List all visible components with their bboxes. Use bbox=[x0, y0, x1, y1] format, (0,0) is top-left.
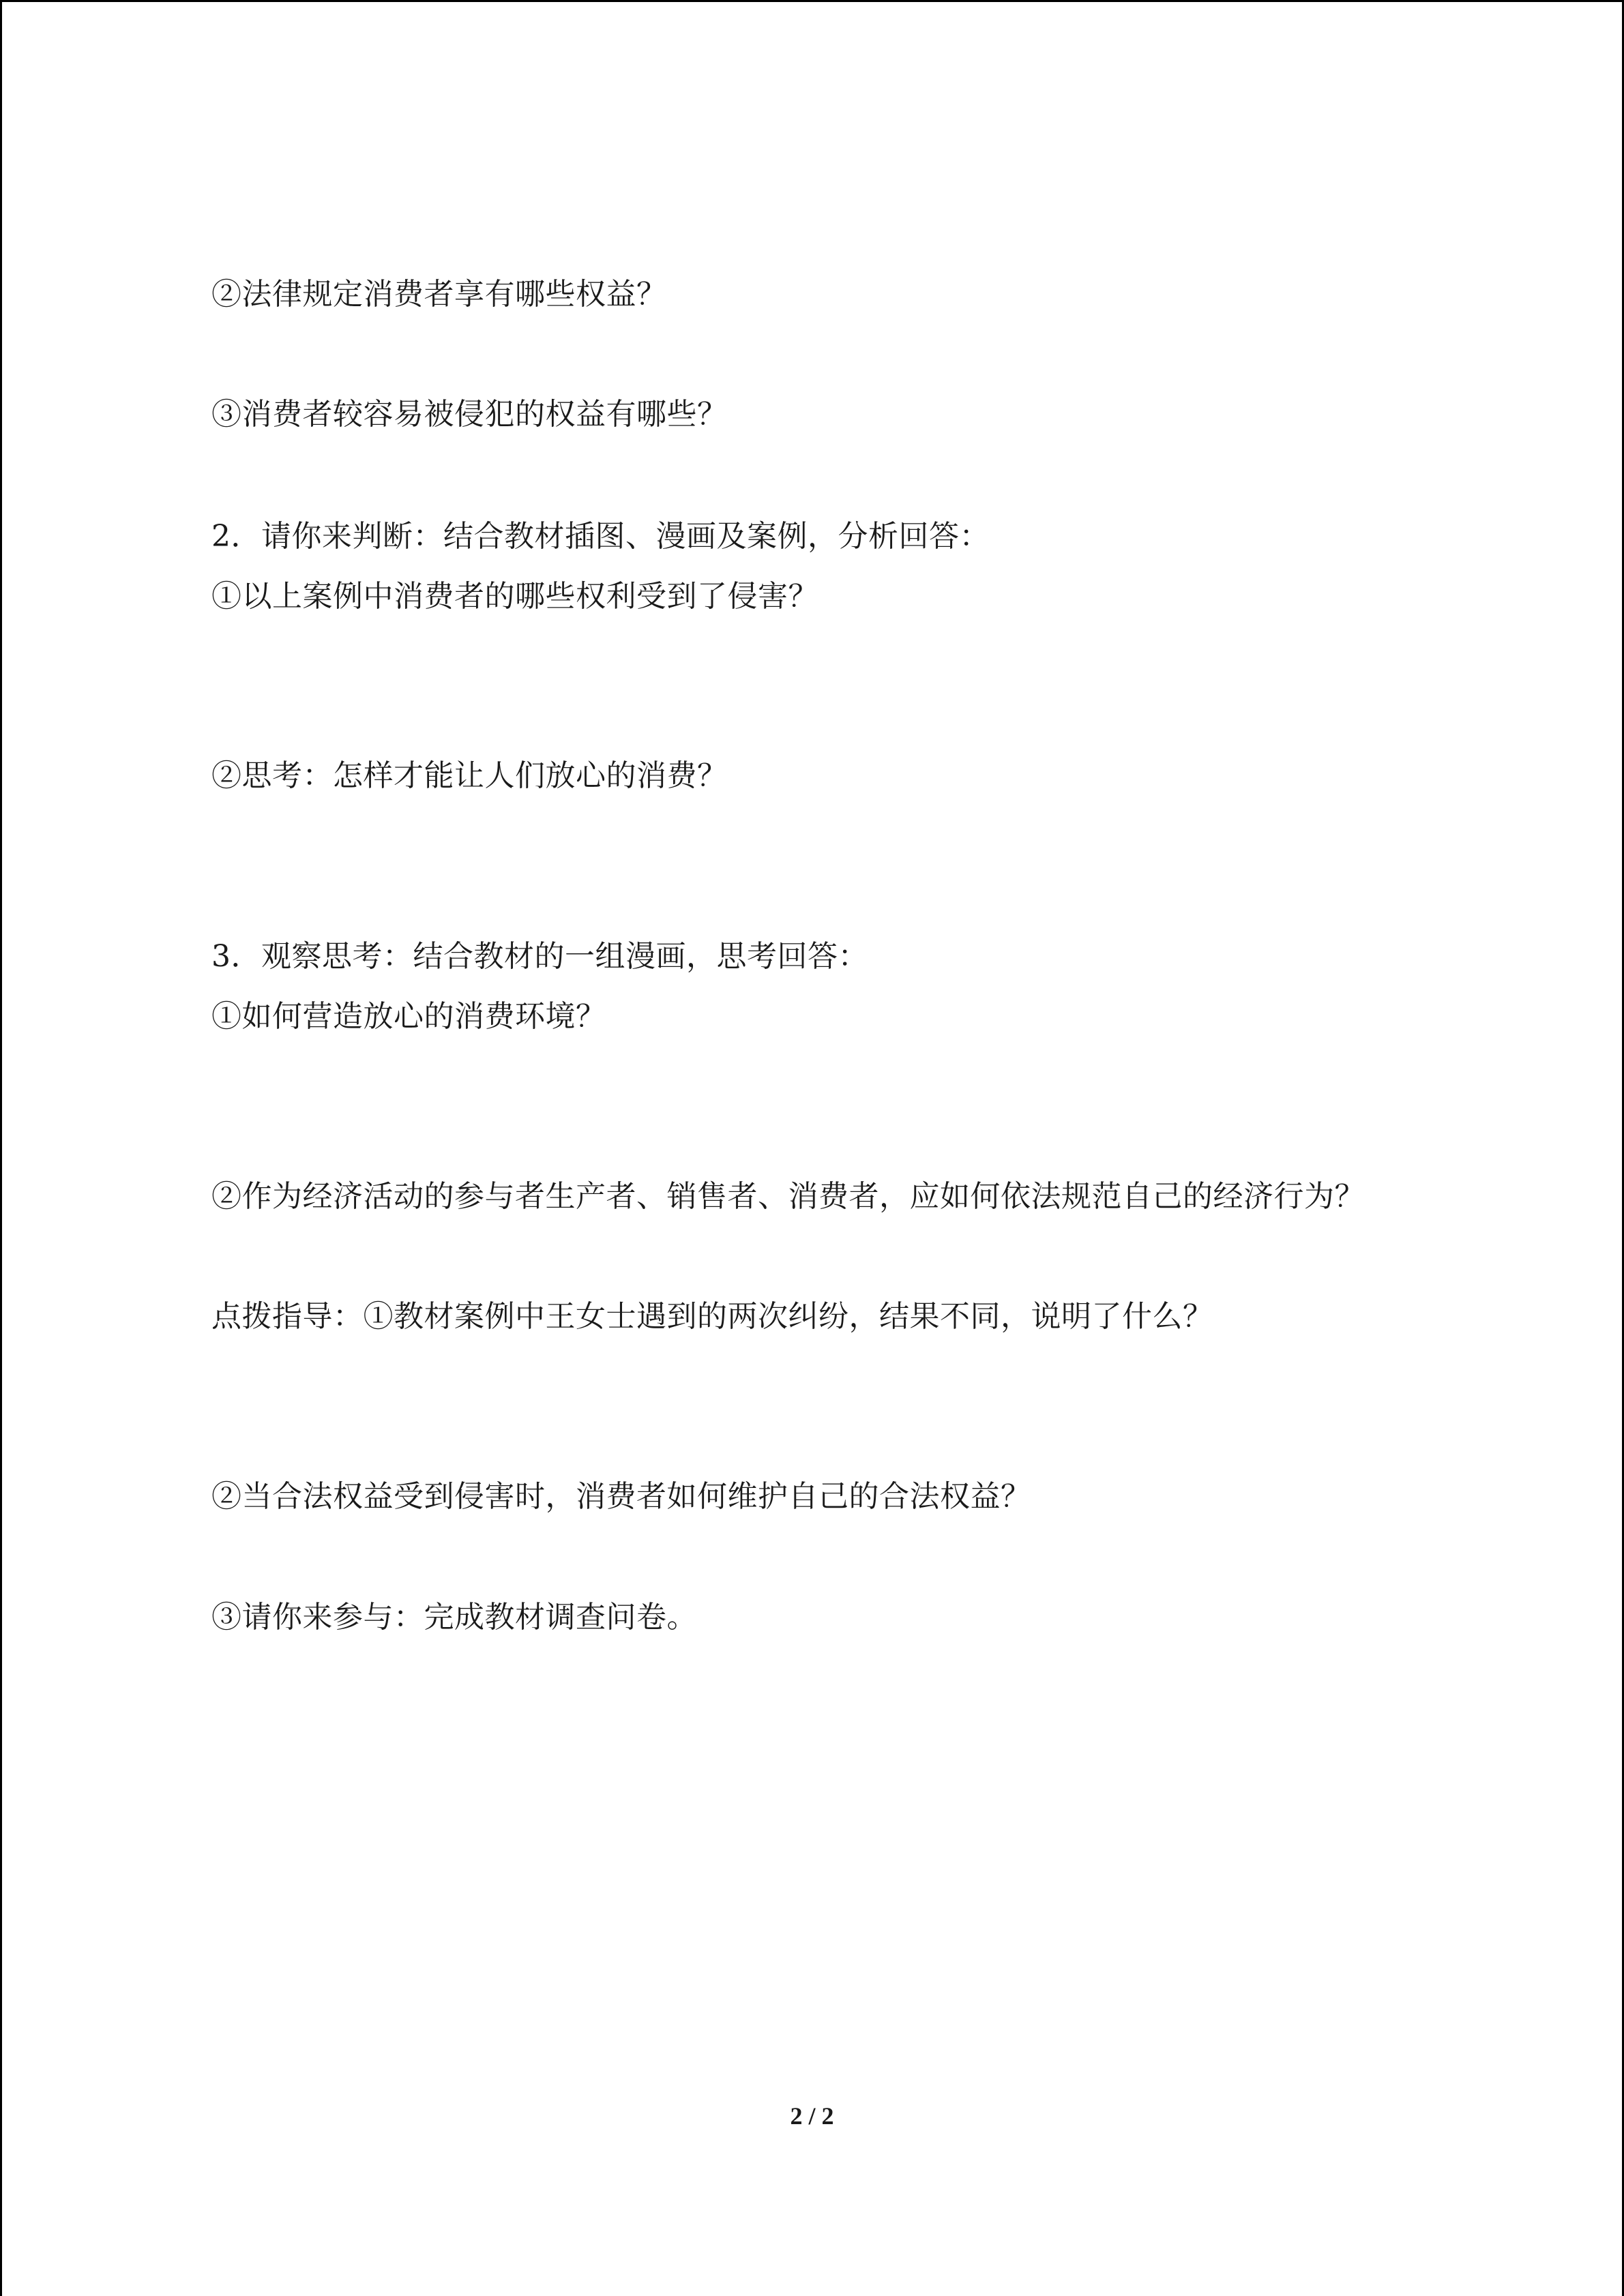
section-heading: 2．请你来判断：结合教材插图、漫画及案例，分析回答： bbox=[211, 519, 990, 554]
question-line: ②法律规定消费者享有哪些权益？ bbox=[211, 277, 667, 312]
question-line: ②思考：怎样才能让人们放心的消费？ bbox=[211, 758, 728, 793]
page-number: 2 / 2 bbox=[790, 2102, 834, 2130]
question-line: ③消费者较容易被侵犯的权益有哪些？ bbox=[211, 397, 728, 432]
question-line: ②当合法权益受到侵害时，消费者如何维护自己的合法权益？ bbox=[211, 1479, 1031, 1514]
section-heading: 3．观察思考：结合教材的一组漫画，思考回答： bbox=[211, 939, 868, 974]
question-line: ①如何营造放心的消费环境？ bbox=[211, 999, 606, 1034]
question-line: ②作为经济活动的参与者生产者、销售者、消费者，应如何依法规范自己的经济行为？ bbox=[211, 1179, 1365, 1214]
guidance-line: 点拨指导：①教材案例中王女士遇到的两次纠纷，结果不同，说明了什么？ bbox=[211, 1299, 1213, 1334]
question-line: ①以上案例中消费者的哪些权利受到了侵害？ bbox=[211, 579, 818, 614]
question-line: ③请你来参与：完成教材调查问卷。 bbox=[211, 1600, 697, 1635]
